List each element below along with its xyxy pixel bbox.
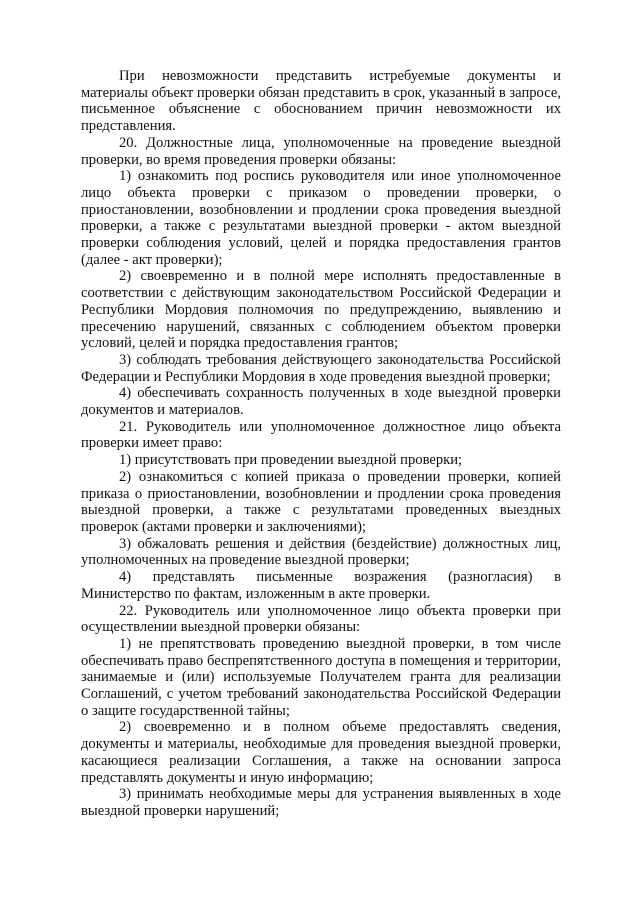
- paragraph-20-item-2: 2) своевременно и в полной мере исполнять предоставленные в соответствии с действующим законодательством Российской Федерации и Республики Мордовия полномочия по предупреждению, выявлению и пресечению нарушений, связанных с соблюдением объектом проверки условий, целей и порядка предоставления грантов;: [81, 268, 561, 352]
- paragraph-20-item-4: 4) обеспечивать сохранность полученных в ходе выездной проверки документов и материалов.: [81, 385, 561, 419]
- paragraph-20-item-3: 3) соблюдать требования действующего законодательства Российской Федерации и Республики Мордовия в ходе проведения выездной проверки;: [81, 351, 561, 385]
- paragraph-21-item-2: 2) ознакомиться с копией приказа о проведении проверки, копией приказа о приостановлении, возобновлении и продлении срока проведения выездной проверки, а также с результатами проведенных выездных проверок (актами проверки и заключениями);: [81, 468, 561, 535]
- paragraph-21-item-1: 1) присутствовать при проведении выездной проверки;: [119, 452, 463, 469]
- paragraph-inability-to-provide: При невозможности представить истребуемые документы и материалы объект проверки обязан представить в срок, указанный в запросе, письменное объяснение с обоснованием причин невозможности их представления.: [81, 68, 561, 135]
- document-body: [81, 68, 561, 820]
- paragraph-21-item-3: 3) обжаловать решения и действия (бездействие) должностных лиц, уполномоченных на проведение выездной проверки;: [81, 535, 561, 569]
- paragraph-22-item-2: 2) своевременно и в полном объеме предоставлять сведения, документы и материалы, необходимые для проведения выездной проверки, касающиеся реализации Соглашения, а также на основании запроса представлять документы и иную информацию;: [81, 719, 561, 786]
- paragraph-21-head-rights: 21. Руководитель или уполномоченное должностное лицо объекта проверки имеет право:: [81, 418, 561, 452]
- paragraph-22-item-3: 3) принимать необходимые меры для устранения выявленных в ходе выездной проверки нарушений;: [81, 786, 561, 819]
- paragraph-21-item-4: 4) представлять письменные возражения (разногласия) в Министерство по фактам, изложенным в акте проверки.: [81, 569, 561, 602]
- paragraph-22-item-1: 1) не препятствовать проведению выездной проверки, в том числе обеспечивать право беспрепятственного доступа в помещения и территории, занимаемые и (или) используемые Получателем гранта для реализации Соглашений, с учетом требований законодательства Российской Федерации о защите государственной тайны;: [81, 635, 561, 719]
- paragraph-20-item-1: 1) ознакомить под роспись руководителя или иное уполномоченное лицо объекта проверки с приказом о проведении проверки, о приостановлении, возобновлении и продлении срока проведения выездной проверки, а также с результатами выездной проверки - актом выездной проверки соблюдения условий, целей и порядка предоставления грантов (далее - акт проверки);: [81, 168, 561, 268]
- paragraph-22-head-obligations: 22. Руководитель или уполномоченное лицо объекта проверки при осуществлении выездной проверки обязаны:: [81, 602, 561, 636]
- paragraph-20-officials-obligations: 20. Должностные лица, уполномоченные на проведение выездной проверки, во время проведения проверки обязаны:: [81, 134, 561, 168]
